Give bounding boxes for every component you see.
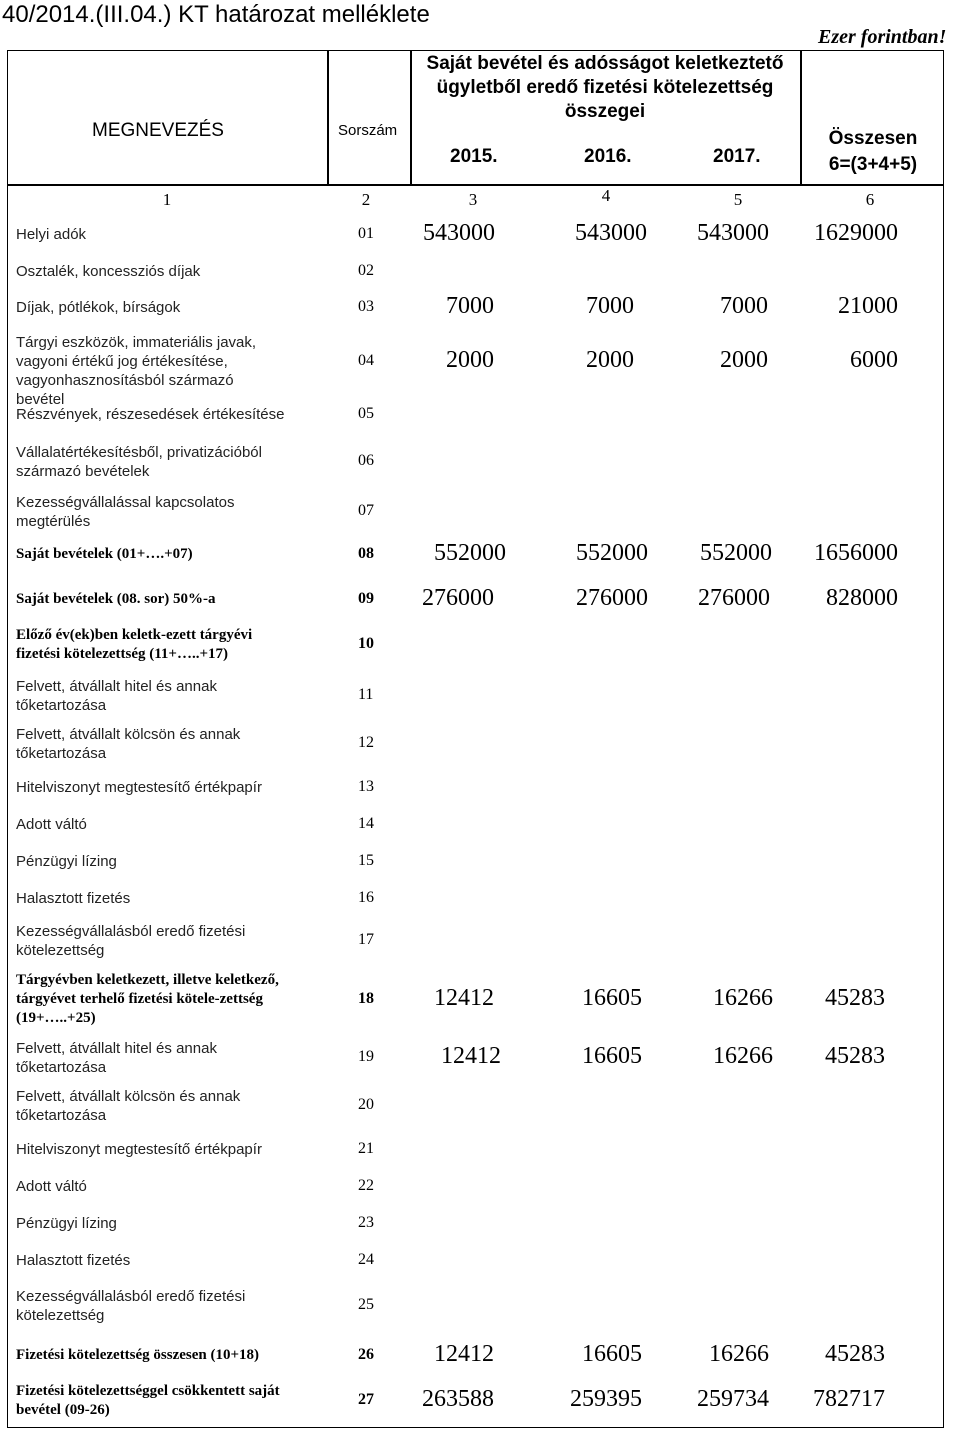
row-number: 24 bbox=[358, 1250, 374, 1268]
unit-note: Ezer forintban! bbox=[818, 26, 947, 48]
column-number-6: 6 bbox=[865, 190, 875, 209]
value-2017: 276000 bbox=[698, 584, 770, 611]
row-label: Saját bevételek (08. sor) 50%-a bbox=[16, 591, 216, 607]
row-number: 18 bbox=[358, 989, 374, 1007]
row-number: 20 bbox=[358, 1096, 374, 1113]
value-2016: 543000 bbox=[575, 219, 647, 246]
value-2016: 7000 bbox=[586, 292, 634, 319]
value-total: 828000 bbox=[826, 584, 898, 611]
value-2015: 276000 bbox=[422, 584, 494, 611]
row-label: Vállalatértékesítésből, privatizációból származó bevételek bbox=[16, 444, 262, 480]
value-2017: 7000 bbox=[720, 292, 768, 319]
header-total-line1: Összesen bbox=[828, 128, 918, 149]
value-2015: 12412 bbox=[434, 1340, 494, 1367]
value-total: 45283 bbox=[825, 1043, 885, 1069]
row-label: Díjak, pótlékok, bírságok bbox=[16, 299, 181, 316]
row-number: 26 bbox=[358, 1345, 374, 1363]
row-label: Tárgyévben keletkezett, illetve keletkező, tárgyévet terhelő fizetési kötele-zettség (19+…..+25) bbox=[16, 972, 279, 1026]
value-2017: 16266 bbox=[713, 984, 773, 1011]
row-number: 16 bbox=[358, 888, 374, 906]
row-number: 23 bbox=[358, 1213, 374, 1231]
row-label: Hitelviszonyt megtestesítő értékpapír bbox=[16, 779, 262, 796]
value-2016: 2000 bbox=[586, 346, 634, 373]
value-total: 1629000 bbox=[814, 219, 898, 246]
row-number: 10 bbox=[358, 635, 374, 652]
value-2017: 552000 bbox=[700, 539, 772, 566]
value-2016: 259395 bbox=[570, 1386, 642, 1412]
row-number: 08 bbox=[358, 544, 374, 562]
row-number: 01 bbox=[358, 224, 374, 242]
column-number-2: 2 bbox=[361, 190, 371, 209]
row-number: 13 bbox=[358, 777, 374, 795]
row-label: Halasztott fizetés bbox=[16, 1252, 131, 1269]
column-number-4: 4 bbox=[601, 186, 611, 205]
row-number: 27 bbox=[358, 1391, 374, 1408]
row-label: Részvények, részesedések értékesítése bbox=[16, 406, 285, 423]
row-label: Pénzügyi lízing bbox=[16, 853, 117, 870]
column-number-3: 3 bbox=[468, 190, 478, 209]
row-label: Helyi adók bbox=[16, 226, 87, 243]
row-label: Felvett, átvállalt kölcsön és annak tőketartozása bbox=[16, 1088, 241, 1124]
row-number: 06 bbox=[358, 452, 374, 469]
header-total-line2: 6=(3+4+5) bbox=[828, 154, 918, 175]
value-2015: 12412 bbox=[434, 984, 494, 1011]
header-group-title: Saját bevétel és adósságot keletkeztető ügyletből eredő fizetési kötelezettség összegei bbox=[426, 53, 784, 122]
value-2017: 543000 bbox=[697, 219, 769, 246]
value-total: 45283 bbox=[825, 1340, 885, 1367]
row-number: 07 bbox=[358, 502, 374, 519]
header-year-2015: 2015. bbox=[450, 146, 498, 167]
value-total: 1656000 bbox=[814, 539, 898, 566]
row-number: 04 bbox=[358, 351, 374, 369]
row-label: Fizetési kötelezettség összesen (10+18) bbox=[16, 1347, 260, 1363]
value-2015: 7000 bbox=[446, 292, 494, 319]
header-total bbox=[808, 126, 938, 178]
row-label: Kezességvállalással kapcsolatos megtérülés bbox=[16, 494, 235, 530]
value-2016: 16605 bbox=[582, 984, 642, 1011]
row-label: Adott váltó bbox=[16, 816, 87, 833]
header-year-2017: 2017. bbox=[713, 146, 761, 167]
column-number-5: 5 bbox=[733, 190, 743, 209]
row-number: 12 bbox=[358, 734, 374, 751]
value-2015: 552000 bbox=[434, 539, 506, 566]
header-bottom-line bbox=[7, 184, 944, 186]
row-number: 05 bbox=[358, 404, 374, 422]
header-year-2016: 2016. bbox=[584, 146, 632, 167]
row-number: 02 bbox=[358, 261, 374, 279]
value-2016: 16605 bbox=[582, 1043, 642, 1069]
row-label: Kezességvállalásból eredő fizetési kötelezettség bbox=[16, 1288, 246, 1324]
row-label: Felvett, átvállalt kölcsön és annak tőketartozása bbox=[16, 726, 241, 762]
row-number: 19 bbox=[358, 1048, 374, 1065]
value-2017: 259734 bbox=[697, 1386, 769, 1412]
value-2016: 276000 bbox=[576, 584, 648, 611]
row-number: 25 bbox=[358, 1296, 374, 1313]
row-label: Előző év(ek)ben keletk-ezett tárgyévi fizetési kötelezettség (11+…..+17) bbox=[16, 627, 253, 662]
document-title: 40/2014.(III.04.) KT határozat melléklete bbox=[2, 1, 430, 28]
row-label: Halasztott fizetés bbox=[16, 890, 131, 907]
row-number: 22 bbox=[358, 1176, 374, 1194]
value-2015: 543000 bbox=[423, 219, 495, 246]
value-2017: 16266 bbox=[713, 1043, 773, 1069]
row-label: Tárgyi eszközök, immateriális javak, vagyoni értékű jog értékesítése, vagyonhasznosításból származó bevétel bbox=[16, 334, 257, 408]
value-total: 6000 bbox=[850, 346, 898, 373]
row-number: 17 bbox=[358, 931, 374, 948]
row-label: Saját bevételek (01+….+07) bbox=[16, 546, 193, 562]
value-total: 45283 bbox=[825, 984, 885, 1011]
value-2017: 2000 bbox=[720, 346, 768, 373]
row-label: Fizetési kötelezettséggel csökkentett saját bevétel (09-26) bbox=[16, 1383, 280, 1418]
row-number: 09 bbox=[358, 589, 374, 607]
row-number: 03 bbox=[358, 297, 374, 315]
value-2015: 263588 bbox=[422, 1386, 494, 1412]
value-total: 782717 bbox=[813, 1386, 885, 1412]
header-divider-3 bbox=[800, 50, 802, 184]
value-total: 21000 bbox=[838, 292, 898, 319]
header-megnevezes: MEGNEVEZÉS bbox=[92, 120, 224, 141]
row-label: Kezességvállalásból eredő fizetési kötelezettség bbox=[16, 923, 246, 959]
row-number: 11 bbox=[358, 686, 374, 703]
column-number-1: 1 bbox=[162, 190, 172, 209]
value-2015: 2000 bbox=[446, 346, 494, 373]
row-label: Pénzügyi lízing bbox=[16, 1215, 117, 1232]
header-sorszam: Sorszám bbox=[338, 122, 398, 139]
row-label: Osztalék, koncessziós díjak bbox=[16, 263, 201, 280]
row-number: 15 bbox=[358, 851, 374, 869]
row-label: Felvett, átvállalt hitel és annak tőketartozása bbox=[16, 1040, 217, 1076]
row-number: 14 bbox=[358, 814, 374, 832]
value-2015: 12412 bbox=[441, 1043, 501, 1069]
row-label: Felvett, átvállalt hitel és annak tőketartozása bbox=[16, 678, 217, 714]
value-2017: 16266 bbox=[709, 1340, 769, 1367]
row-label: Hitelviszonyt megtestesítő értékpapír bbox=[16, 1141, 262, 1158]
header-divider-1 bbox=[327, 50, 329, 184]
value-2016: 552000 bbox=[576, 539, 648, 566]
row-number: 21 bbox=[358, 1139, 374, 1157]
value-2016: 16605 bbox=[582, 1340, 642, 1367]
row-label: Adott váltó bbox=[16, 1178, 87, 1195]
